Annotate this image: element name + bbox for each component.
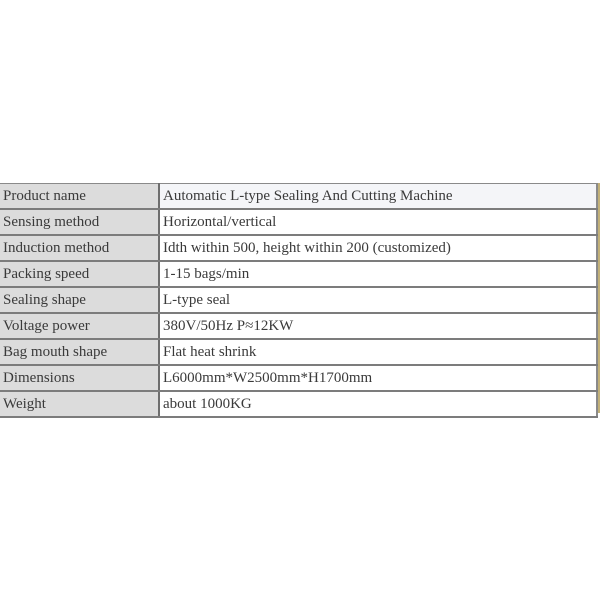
spec-label: Sealing shape: [0, 287, 159, 313]
table-row: [0, 313, 597, 339]
spec-value: 380V/50Hz P≈12KW: [159, 313, 597, 339]
table-row: [0, 235, 597, 261]
table-row: [0, 339, 597, 365]
table-row: [0, 209, 597, 235]
spec-label: Voltage power: [0, 313, 159, 339]
spec-value: Flat heat shrink: [159, 339, 597, 365]
spec-value: 1-15 bags/min: [159, 261, 597, 287]
spec-label: Product name: [0, 184, 159, 210]
spec-label: Dimensions: [0, 365, 159, 391]
spec-value: L6000mm*W2500mm*H1700mm: [159, 365, 597, 391]
spec-label: Induction method: [0, 235, 159, 261]
spec-label: Packing speed: [0, 261, 159, 287]
spec-value: L-type seal: [159, 287, 597, 313]
spec-table: [0, 183, 598, 418]
spec-value: Horizontal/vertical: [159, 209, 597, 235]
spec-value: about 1000KG: [159, 391, 597, 417]
spec-value: Idth within 500, height within 200 (customized): [159, 235, 597, 261]
spec-label: Bag mouth shape: [0, 339, 159, 365]
table-row: [0, 261, 597, 287]
table-row: [0, 391, 597, 417]
spec-value: Automatic L-type Sealing And Cutting Machine: [159, 184, 597, 210]
table-row: [0, 287, 597, 313]
table-row: [0, 365, 597, 391]
spec-label: Sensing method: [0, 209, 159, 235]
table-row: [0, 184, 597, 210]
spec-label: Weight: [0, 391, 159, 417]
